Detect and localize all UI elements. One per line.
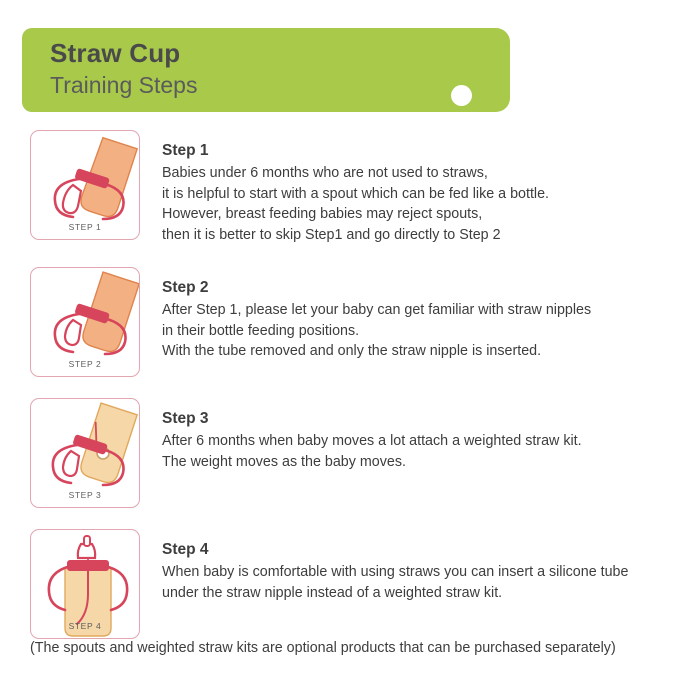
- thumb-label: STEP 4: [68, 620, 102, 631]
- step-line: it is helpful to start with a spout which can be fed like a bottle.: [162, 185, 550, 202]
- step-illustration-4: [30, 529, 140, 639]
- step-line: Babies under 6 months who are not used to straws,: [162, 165, 488, 181]
- step-illustration-1: [30, 130, 140, 240]
- steps-list: [0, 130, 679, 660]
- thumb-label: STEP 3: [68, 489, 102, 500]
- step-text-block: [162, 267, 591, 362]
- step-line: When baby is comfortable with using straws you can insert a silicone tube: [162, 563, 629, 580]
- list-item: [0, 529, 679, 639]
- thumb-label: STEP 2: [68, 358, 102, 369]
- step-text-block: [162, 529, 628, 603]
- step-text-block: [162, 130, 549, 246]
- step-title: Step 1: [162, 142, 209, 159]
- thumb-label: STEP 1: [68, 222, 102, 232]
- list-item: [0, 398, 679, 508]
- step-title: Step 2: [162, 278, 209, 296]
- step-line: under the straw nipple instead of a weighted straw kit.: [162, 584, 503, 601]
- step-line: The weight moves as the baby moves.: [162, 453, 406, 470]
- step-line: After Step 1, please let your baby can get familiar with straw nipples: [162, 301, 592, 318]
- step-line: then it is better to skip Step1 and go directly to Step 2: [162, 227, 501, 244]
- list-item: [0, 130, 679, 246]
- step-title: Step 3: [162, 409, 209, 427]
- header-banner: [22, 28, 510, 112]
- step-line: However, breast feeding babies may reject spouts,: [162, 206, 483, 223]
- page-title: Straw Cup: [50, 38, 181, 68]
- step-illustration-3: [30, 398, 140, 508]
- page-subtitle: Training Steps: [50, 72, 198, 99]
- list-item: [0, 267, 679, 377]
- step-line: in their bottle feeding positions.: [162, 322, 360, 339]
- step-title: Step 4: [162, 540, 209, 558]
- step-line: With the tube removed and only the straw nipple is inserted.: [162, 343, 542, 360]
- step-line: After 6 months when baby moves a lot attach a weighted straw kit.: [162, 432, 582, 449]
- step-text-block: [162, 398, 582, 472]
- decorative-dot: [451, 85, 472, 106]
- footnote: (The spouts and weighted straw kits are optional products that can be purchased separately): [30, 640, 616, 656]
- step-illustration-2: [30, 267, 140, 377]
